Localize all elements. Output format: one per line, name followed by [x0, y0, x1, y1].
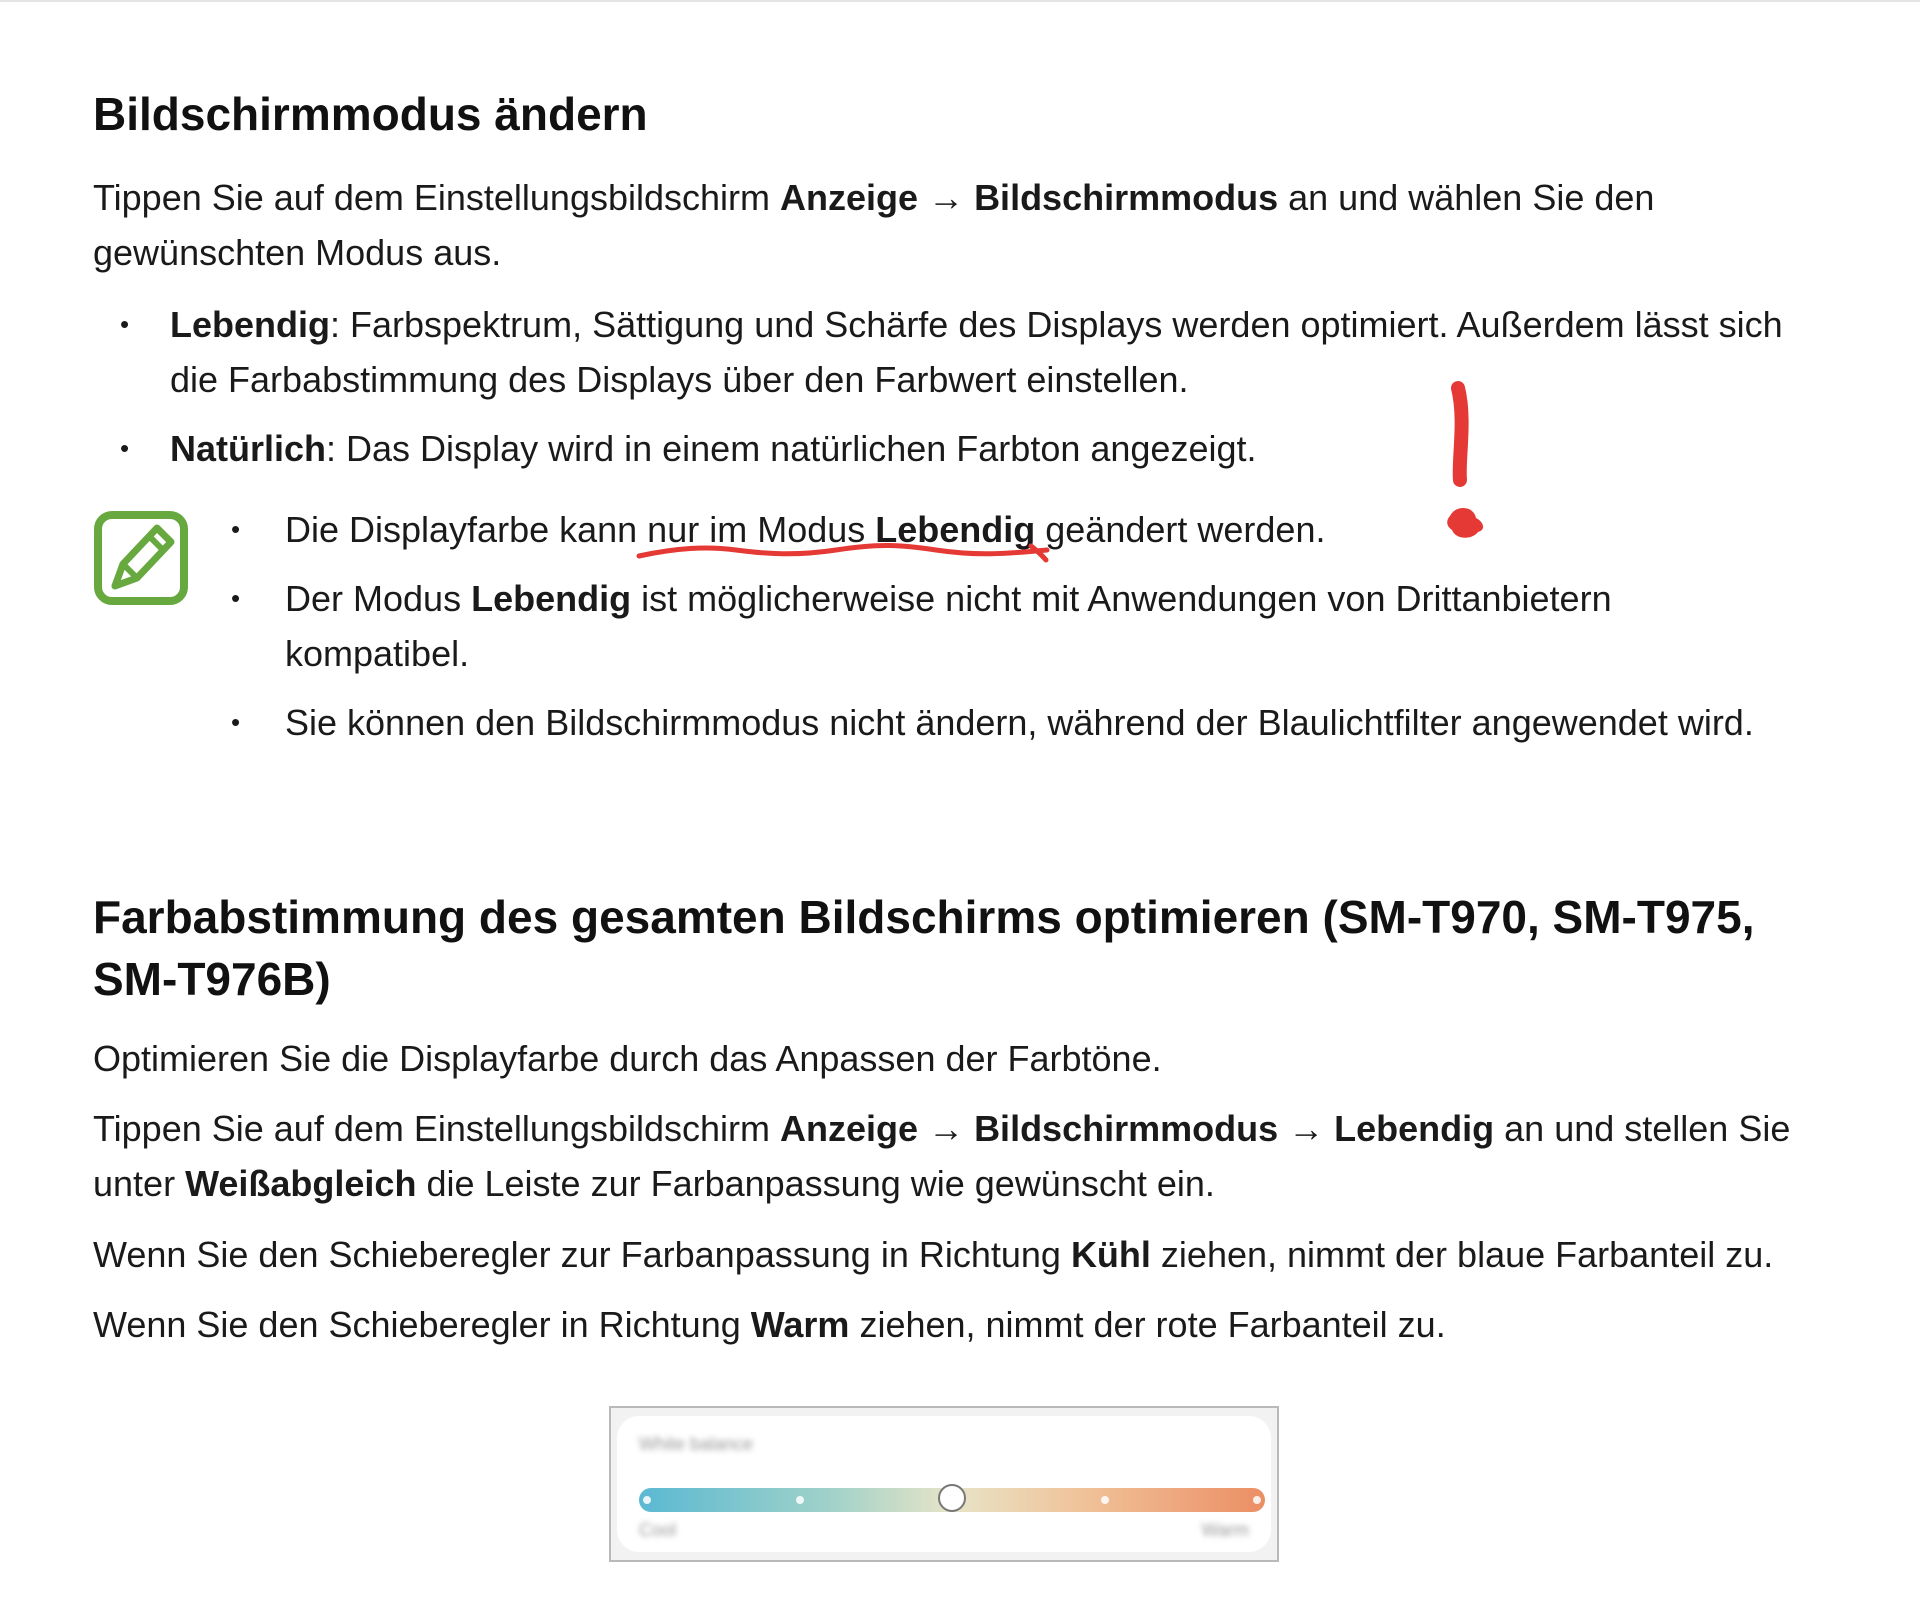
list-item: • Natürlich: Das Display wird in einem natürlichen Farbton angezeigt.: [93, 421, 1793, 476]
slider-label-cool: Cool: [639, 1520, 677, 1540]
white-balance-slider[interactable]: [639, 1488, 1265, 1512]
white-balance-figure: [609, 1406, 1279, 1562]
mode-list: [93, 297, 1793, 490]
list-item: • Die Displayfarbe kann nur im Modus Lebendig geändert werden.: [185, 502, 1785, 557]
intro-paragraph: Tippen Sie auf dem Einstellungsbildschirm Anzeige → Bildschirmmodus an und wählen Sie den gewünschten Modus aus.: [93, 177, 1655, 273]
slider-tick: [796, 1496, 804, 1504]
slider-tick: [1253, 1496, 1261, 1504]
note-pencil-icon: [93, 510, 189, 606]
list-item: • Lebendig: Farbspektrum, Sättigung und Schärfe des Displays werden optimiert. Außerdem lässt sich die Farbabstimmung des Displays über den Farbwert einstellen.: [93, 297, 1793, 407]
slider-tick: [1101, 1496, 1109, 1504]
section-title-color-balance: Farbabstimmung des gesamten Bildschirms optimieren (SM-T970, SM-T975, SM-T976B): [93, 891, 1755, 1005]
paragraph-cool: Wenn Sie den Schieberegler zur Farbanpassung in Richtung Kühl ziehen, nimmt der blaue Farbanteil zu.: [93, 1234, 1774, 1275]
slider-thumb[interactable]: [938, 1484, 966, 1512]
paragraph-warm: Wenn Sie den Schieberegler in Richtung Warm ziehen, nimmt der rote Farbanteil zu.: [93, 1304, 1446, 1345]
slider-title: White balance: [639, 1434, 754, 1454]
slider-label-warm: Warm: [1201, 1520, 1249, 1540]
white-balance-card: [617, 1416, 1271, 1552]
paragraph-optimize: Optimieren Sie die Displayfarbe durch das Anpassen der Farbtöne.: [93, 1038, 1162, 1079]
paragraph-instructions: Tippen Sie auf dem Einstellungsbildschirm Anzeige → Bildschirmmodus → Lebendig an und stellen Sie unter Weißabgleich die Leiste zur Farbanpassung wie gewünscht ein.: [93, 1108, 1791, 1204]
red-underline-annotation: [636, 538, 1051, 566]
top-rule: [0, 0, 1920, 2]
exclamation-annotation-icon: [1436, 380, 1496, 550]
list-item: • Der Modus Lebendig ist möglicherweise nicht mit Anwendungen von Drittanbietern kompatibel.: [185, 571, 1785, 681]
list-item: • Sie können den Bildschirmmodus nicht ändern, während der Blaulichtfilter angewendet wird.: [185, 695, 1785, 750]
section-title-display-mode: Bildschirmmodus ändern: [93, 88, 648, 140]
slider-tick: [643, 1496, 651, 1504]
